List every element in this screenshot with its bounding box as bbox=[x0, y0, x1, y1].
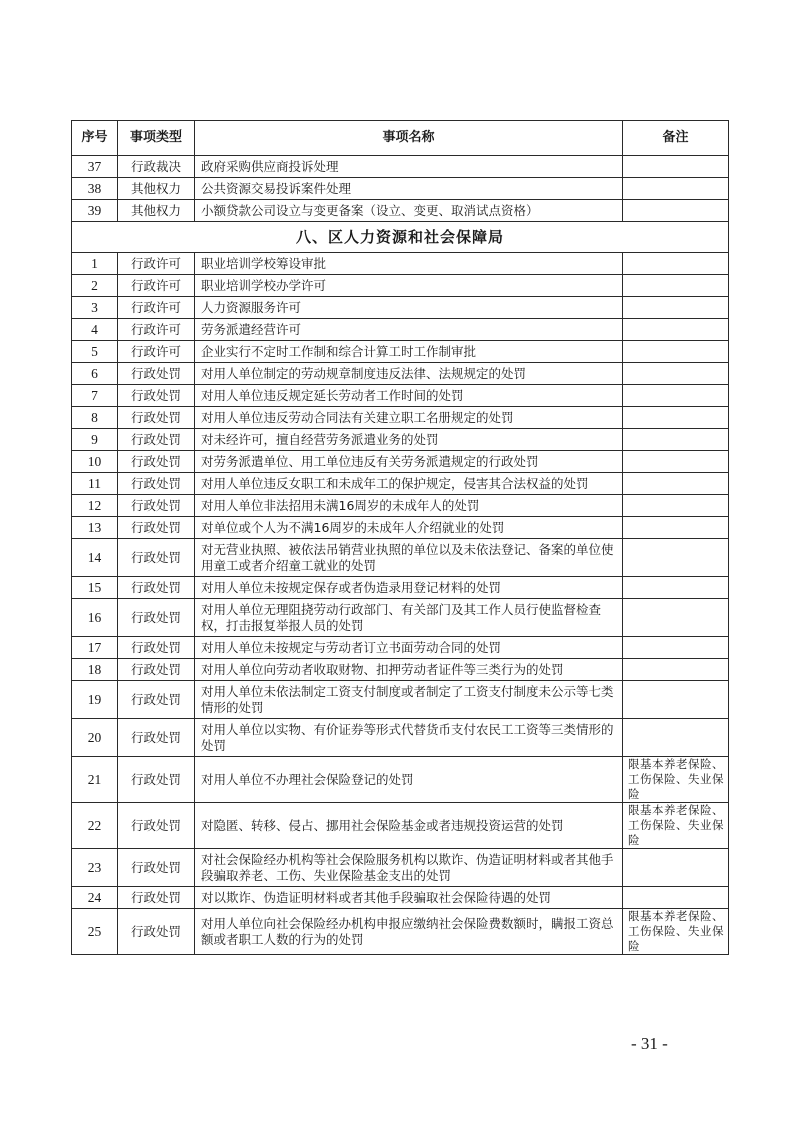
row-note bbox=[623, 275, 729, 297]
row-note bbox=[623, 407, 729, 429]
table-row bbox=[72, 517, 729, 539]
table-body-main bbox=[72, 253, 729, 955]
row-type: 行政处罚 bbox=[118, 909, 195, 955]
row-name: 对用人单位制定的劳动规章制度违反法律、法规规定的处罚 bbox=[195, 363, 623, 385]
table-row bbox=[72, 385, 729, 407]
row-seq: 8 bbox=[72, 407, 118, 429]
row-type: 行政处罚 bbox=[118, 385, 195, 407]
row-seq: 37 bbox=[72, 156, 118, 178]
table-row bbox=[72, 156, 729, 178]
table-row bbox=[72, 178, 729, 200]
row-seq: 9 bbox=[72, 429, 118, 451]
row-note bbox=[623, 599, 729, 637]
section-row bbox=[72, 222, 729, 253]
row-seq: 7 bbox=[72, 385, 118, 407]
table-row bbox=[72, 681, 729, 719]
table-row bbox=[72, 341, 729, 363]
row-type: 行政裁决 bbox=[118, 156, 195, 178]
row-name: 对用人单位不办理社会保险登记的处罚 bbox=[195, 757, 623, 803]
row-note bbox=[623, 637, 729, 659]
table-body-top bbox=[72, 156, 729, 222]
row-seq: 6 bbox=[72, 363, 118, 385]
row-note bbox=[623, 473, 729, 495]
row-note bbox=[623, 681, 729, 719]
row-type: 行政处罚 bbox=[118, 363, 195, 385]
row-seq: 39 bbox=[72, 200, 118, 222]
row-name: 政府采购供应商投诉处理 bbox=[195, 156, 623, 178]
row-name: 对用人单位无理阻挠劳动行政部门、有关部门及其工作人员行使监督检查权，打击报复举报人员的处罚 bbox=[195, 599, 623, 637]
row-seq: 22 bbox=[72, 803, 118, 849]
row-name: 职业培训学校筹设审批 bbox=[195, 253, 623, 275]
row-seq: 10 bbox=[72, 451, 118, 473]
table-row bbox=[72, 757, 729, 803]
table-row bbox=[72, 719, 729, 757]
row-type: 行政许可 bbox=[118, 319, 195, 341]
header-name: 事项名称 bbox=[195, 121, 623, 156]
table-row bbox=[72, 887, 729, 909]
row-note bbox=[623, 156, 729, 178]
catalog-table-wrapper bbox=[71, 120, 728, 955]
row-type: 行政处罚 bbox=[118, 659, 195, 681]
row-type: 行政处罚 bbox=[118, 637, 195, 659]
row-type: 行政处罚 bbox=[118, 495, 195, 517]
header-type: 事项类型 bbox=[118, 121, 195, 156]
row-seq: 5 bbox=[72, 341, 118, 363]
row-name: 对无营业执照、被依法吊销营业执照的单位以及未依法登记、备案的单位使用童工或者介绍童工就业的处罚 bbox=[195, 539, 623, 577]
row-note bbox=[623, 253, 729, 275]
row-type: 其他权力 bbox=[118, 200, 195, 222]
row-name: 企业实行不定时工作制和综合计算工时工作制审批 bbox=[195, 341, 623, 363]
row-name: 对用人单位违反规定延长劳动者工作时间的处罚 bbox=[195, 385, 623, 407]
row-name: 职业培训学校办学许可 bbox=[195, 275, 623, 297]
row-name: 对用人单位违反女职工和未成年工的保护规定，侵害其合法权益的处罚 bbox=[195, 473, 623, 495]
row-note: 限基本养老保险、工伤保险、失业保险 bbox=[623, 757, 729, 803]
row-seq: 38 bbox=[72, 178, 118, 200]
row-note bbox=[623, 200, 729, 222]
row-name: 对用人单位未依法制定工资支付制度或者制定了工资支付制度未公示等七类情形的处罚 bbox=[195, 681, 623, 719]
row-seq: 17 bbox=[72, 637, 118, 659]
row-name: 对以欺诈、伪造证明材料或者其他手段骗取社会保险待遇的处罚 bbox=[195, 887, 623, 909]
row-type: 行政处罚 bbox=[118, 681, 195, 719]
section-title: 八、区人力资源和社会保障局 bbox=[72, 222, 729, 253]
row-name: 公共资源交易投诉案件处理 bbox=[195, 178, 623, 200]
row-note bbox=[623, 341, 729, 363]
row-seq: 2 bbox=[72, 275, 118, 297]
row-seq: 3 bbox=[72, 297, 118, 319]
row-seq: 20 bbox=[72, 719, 118, 757]
row-name: 对用人单位未按规定保存或者伪造录用登记材料的处罚 bbox=[195, 577, 623, 599]
row-type: 其他权力 bbox=[118, 178, 195, 200]
row-seq: 12 bbox=[72, 495, 118, 517]
row-type: 行政处罚 bbox=[118, 599, 195, 637]
row-note bbox=[623, 849, 729, 887]
table-row bbox=[72, 473, 729, 495]
section-body bbox=[72, 222, 729, 253]
table-row bbox=[72, 803, 729, 849]
row-name: 对单位或个人为不满16周岁的未成年人介绍就业的处罚 bbox=[195, 517, 623, 539]
row-seq: 21 bbox=[72, 757, 118, 803]
row-type: 行政许可 bbox=[118, 297, 195, 319]
row-note bbox=[623, 539, 729, 577]
row-name: 对用人单位非法招用未满16周岁的未成年人的处罚 bbox=[195, 495, 623, 517]
row-note bbox=[623, 319, 729, 341]
page-number: - 31 - bbox=[631, 1034, 668, 1053]
row-note: 限基本养老保险、工伤保险、失业保险 bbox=[623, 803, 729, 849]
row-note bbox=[623, 363, 729, 385]
row-name: 对用人单位向社会保险经办机构申报应缴纳社会保险费数额时，瞒报工资总额或者职工人数的行为的处罚 bbox=[195, 909, 623, 955]
row-note bbox=[623, 495, 729, 517]
table-header-row bbox=[72, 121, 729, 156]
table-row bbox=[72, 319, 729, 341]
row-type: 行政处罚 bbox=[118, 407, 195, 429]
row-name: 对社会保险经办机构等社会保险服务机构以欺诈、伪造证明材料或者其他手段骗取养老、工伤、失业保险基金支出的处罚 bbox=[195, 849, 623, 887]
row-note bbox=[623, 719, 729, 757]
row-type: 行政许可 bbox=[118, 275, 195, 297]
table-row bbox=[72, 599, 729, 637]
table-row bbox=[72, 407, 729, 429]
row-name: 人力资源服务许可 bbox=[195, 297, 623, 319]
row-type: 行政处罚 bbox=[118, 757, 195, 803]
table-row bbox=[72, 637, 729, 659]
table-row bbox=[72, 909, 729, 955]
row-seq: 13 bbox=[72, 517, 118, 539]
row-name: 对用人单位向劳动者收取财物、扣押劳动者证件等三类行为的处罚 bbox=[195, 659, 623, 681]
row-type: 行政处罚 bbox=[118, 887, 195, 909]
row-name: 对用人单位未按规定与劳动者订立书面劳动合同的处罚 bbox=[195, 637, 623, 659]
table-row bbox=[72, 200, 729, 222]
table-row bbox=[72, 275, 729, 297]
row-seq: 15 bbox=[72, 577, 118, 599]
table-row bbox=[72, 495, 729, 517]
row-type: 行政处罚 bbox=[118, 517, 195, 539]
row-type: 行政处罚 bbox=[118, 803, 195, 849]
header-note: 备注 bbox=[623, 121, 729, 156]
row-seq: 11 bbox=[72, 473, 118, 495]
row-note: 限基本养老保险、工伤保险、失业保险 bbox=[623, 909, 729, 955]
row-type: 行政处罚 bbox=[118, 849, 195, 887]
row-type: 行政处罚 bbox=[118, 451, 195, 473]
row-name: 小额贷款公司设立与变更备案（设立、变更、取消试点资格） bbox=[195, 200, 623, 222]
row-seq: 19 bbox=[72, 681, 118, 719]
row-seq: 14 bbox=[72, 539, 118, 577]
row-seq: 4 bbox=[72, 319, 118, 341]
row-note bbox=[623, 451, 729, 473]
row-name: 对劳务派遣单位、用工单位违反有关劳务派遣规定的行政处罚 bbox=[195, 451, 623, 473]
header-seq: 序号 bbox=[72, 121, 118, 156]
row-name: 对隐匿、转移、侵占、挪用社会保险基金或者违规投资运营的处罚 bbox=[195, 803, 623, 849]
row-seq: 25 bbox=[72, 909, 118, 955]
table-row bbox=[72, 577, 729, 599]
table-row bbox=[72, 451, 729, 473]
table-row bbox=[72, 297, 729, 319]
row-note bbox=[623, 659, 729, 681]
row-note bbox=[623, 887, 729, 909]
row-note bbox=[623, 385, 729, 407]
power-list-table bbox=[71, 120, 729, 955]
row-seq: 1 bbox=[72, 253, 118, 275]
row-seq: 18 bbox=[72, 659, 118, 681]
row-name: 劳务派遣经营许可 bbox=[195, 319, 623, 341]
row-name: 对未经许可，擅自经营劳务派遣业务的处罚 bbox=[195, 429, 623, 451]
row-note bbox=[623, 178, 729, 200]
row-type: 行政处罚 bbox=[118, 719, 195, 757]
row-type: 行政处罚 bbox=[118, 539, 195, 577]
row-type: 行政处罚 bbox=[118, 473, 195, 495]
table-row bbox=[72, 253, 729, 275]
row-note bbox=[623, 577, 729, 599]
row-note bbox=[623, 429, 729, 451]
row-note bbox=[623, 517, 729, 539]
row-type: 行政许可 bbox=[118, 341, 195, 363]
row-seq: 23 bbox=[72, 849, 118, 887]
row-seq: 24 bbox=[72, 887, 118, 909]
row-type: 行政处罚 bbox=[118, 577, 195, 599]
table-row bbox=[72, 659, 729, 681]
row-name: 对用人单位以实物、有价证券等形式代替货币支付农民工工资等三类情形的处罚 bbox=[195, 719, 623, 757]
row-seq: 16 bbox=[72, 599, 118, 637]
row-name: 对用人单位违反劳动合同法有关建立职工名册规定的处罚 bbox=[195, 407, 623, 429]
row-note bbox=[623, 297, 729, 319]
row-type: 行政处罚 bbox=[118, 429, 195, 451]
table-row bbox=[72, 429, 729, 451]
table-row bbox=[72, 363, 729, 385]
table-row bbox=[72, 849, 729, 887]
row-type: 行政许可 bbox=[118, 253, 195, 275]
table-row bbox=[72, 539, 729, 577]
